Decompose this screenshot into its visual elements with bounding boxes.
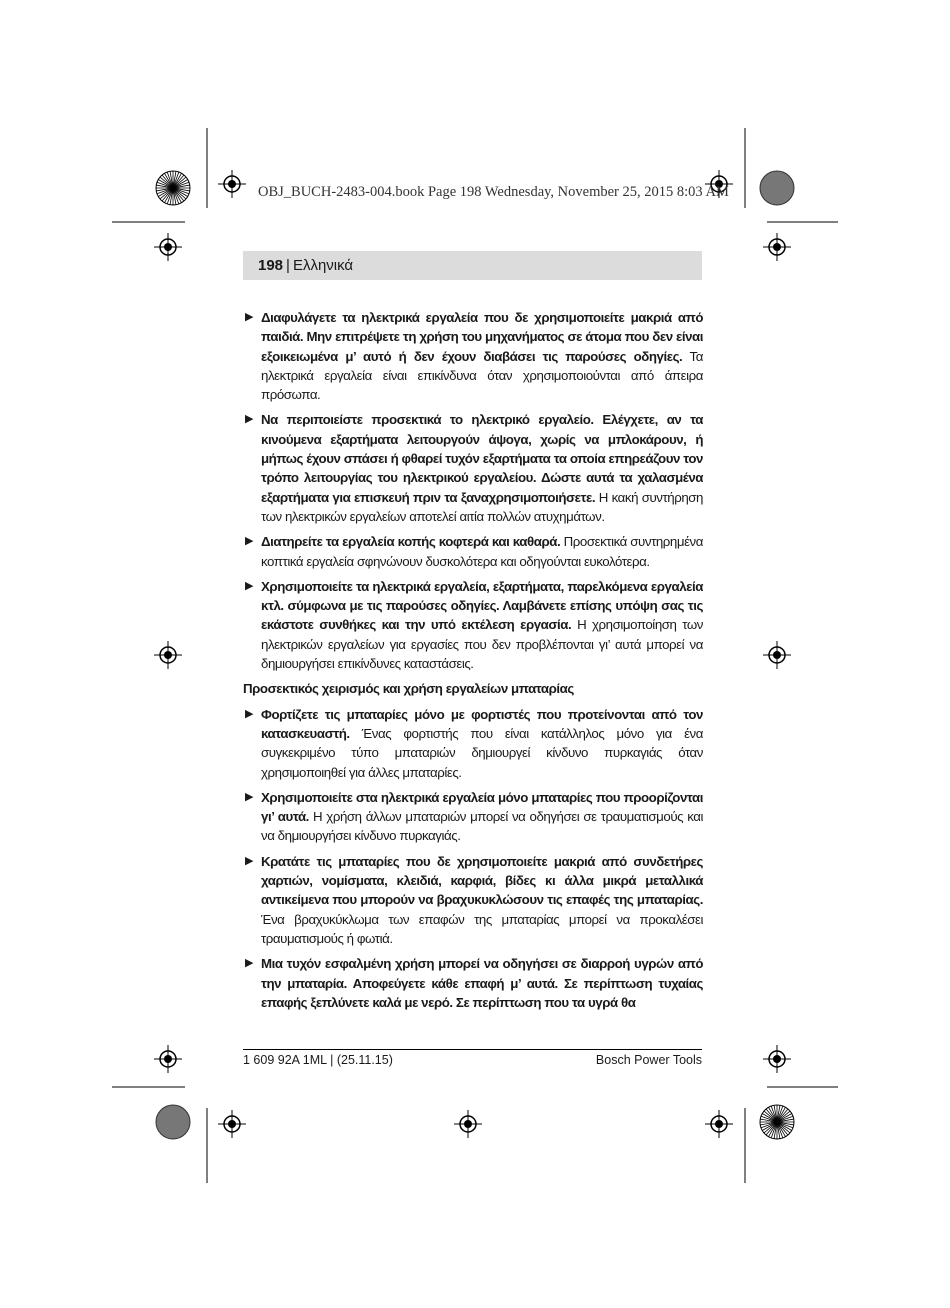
list-item-bold: Μια τυχόν εσφαλμένη χρήση μπορεί να οδηγήσει σε διαρροή υγρών από την μπαταρία. Αποφεύγετε κάθε επαφή μ’ αυτά. Σε περίπτωση τυχαίας επαφής ξεπλύνετε καλά με νερό. Σε περίπτωση που τα υγρά θα bbox=[261, 956, 703, 1010]
registration-crosshair-icon bbox=[763, 641, 791, 669]
star-target-icon bbox=[759, 1104, 795, 1140]
list-item bbox=[243, 410, 703, 526]
language-label: Ελληνικά bbox=[292, 257, 354, 274]
header-separator: | bbox=[286, 257, 290, 274]
list-item-text bbox=[261, 954, 703, 1012]
list-item-normal: Η χρησιμοποίηση των ηλεκτρικών εργαλείων για εργασίες που δεν προβλέπονται γι’ αυτά μπορεί να δημιουργήσει επικίνδυνες καταστάσεις. bbox=[261, 617, 703, 672]
registration-crosshair-icon bbox=[154, 1045, 182, 1073]
list-item-bold: Διαφυλάγετε τα ηλεκτρικά εργαλεία που δε χρησιμοποιείτε μακριά από παιδιά. Μην επιτρέψετε τη χρήση του μηχανήματος σε άτομα που δεν είναι εξοικειωμένα μ’ αυτό ή δεν έχουν διαβάσει τις παρούσες οδηγίες. bbox=[261, 310, 703, 364]
triangle-right-icon: ▶ bbox=[245, 311, 254, 323]
triangle-right-icon: ▶ bbox=[245, 854, 254, 867]
section-heading: Προσεκτικός χειρισμός και χρήση εργαλείων μπαταρίας bbox=[243, 681, 574, 697]
footer-doc-number: 1 609 92A 1ML | (25.11.15) bbox=[243, 1053, 393, 1067]
gray-circle-icon bbox=[759, 170, 795, 206]
page-header bbox=[243, 251, 702, 280]
footer-brand: Bosch Power Tools bbox=[595, 1053, 702, 1067]
triangle-right-icon: ▶ bbox=[245, 535, 254, 548]
list-item-bold: Να περιποιείστε προσεκτικά το ηλεκτρικό εργαλείο. Ελέγχετε, αν τα κινούμενα εξαρτήματα λειτουργούν άψογα, χωρίς να μπλοκάρουν, ή μήπως έχουν σπάσει ή φθαρεί τυχόν εξαρτήματα τα οποία επηρεάζουν τον τρόπο λειτουργίας του ηλεκτρικού εργαλείου. Δώστε αυτά τα χαλασμένα εξαρτήματα για επισκευή πριν τα ξαναχρησιμοποιήσετε. bbox=[261, 412, 703, 505]
list-item bbox=[243, 954, 703, 1012]
list-item-normal: Ένα βραχυκύκλωμα των επαφών της μπαταρίας μπορεί να προκαλέσει τραυματισμούς ή φωτιά. bbox=[261, 911, 703, 946]
list-item-text bbox=[261, 852, 703, 948]
registration-crosshair-icon bbox=[763, 233, 791, 261]
triangle-right-icon: ▶ bbox=[245, 413, 254, 426]
list-item bbox=[243, 852, 703, 948]
list-item-normal: Προσεκτικά συντηρημένα κοπτικά εργαλεία σφηνώνουν δυσκολότερα και οδηγούνται ευκολότερα. bbox=[261, 534, 703, 569]
list-item bbox=[243, 788, 703, 846]
list-item-text bbox=[261, 788, 703, 846]
safety-list-tools bbox=[243, 308, 703, 673]
registration-crosshair-icon bbox=[154, 641, 182, 669]
registration-crosshair-icon bbox=[218, 1110, 246, 1138]
registration-crosshair-icon bbox=[763, 1045, 791, 1073]
star-target-icon bbox=[155, 170, 191, 206]
triangle-right-icon: ▶ bbox=[245, 579, 254, 592]
registration-crosshair-icon bbox=[154, 233, 182, 261]
triangle-right-icon: ▶ bbox=[245, 707, 254, 720]
gray-circle-icon bbox=[155, 1104, 191, 1140]
list-item bbox=[243, 532, 703, 571]
list-item-text bbox=[261, 308, 703, 404]
main-content bbox=[243, 308, 703, 1018]
list-item-bold: Χρησιμοποιείτε στα ηλεκτρικά εργαλεία μόνο μπαταρίες που προορίζονται γι’ αυτά. bbox=[261, 789, 703, 825]
triangle-right-icon: ▶ bbox=[245, 790, 254, 803]
list-item bbox=[243, 705, 703, 782]
registration-crosshair-icon bbox=[705, 1110, 733, 1138]
registration-crosshair-icon bbox=[454, 1110, 482, 1138]
list-item bbox=[243, 577, 703, 673]
safety-list-batteries bbox=[243, 705, 703, 1012]
list-item-bold: Χρησιμοποιείτε τα ηλεκτρικά εργαλεία, εξαρτήματα, παρελκόμενα εργαλεία κτλ. σύμφωνα με τις παρούσες οδηγίες. Λαμβάνετε επίσης υπόψη σας τις εκάστοτε συνθήκες και την υπό εκτέλεση εργασία. bbox=[261, 578, 703, 633]
list-item bbox=[243, 308, 703, 404]
list-item-text bbox=[261, 532, 703, 571]
list-item-bold: Κρατάτε τις μπαταρίες που δε χρησιμοποιείτε μακριά από συνδετήρες χαρτιών, νομίσματα, κλειδιά, καρφιά, βίδες κι άλλα μικρά μεταλλικά αντικείμενα που μπορούν να βραχυκυκλώσουν τις επαφές της μπαταρίας. bbox=[261, 853, 703, 908]
list-item-text bbox=[261, 577, 703, 673]
list-item-normal: Τα ηλεκτρικά εργαλεία είναι επικίνδυνα όταν χρησιμοποιούνται από άπειρα πρόσωπα. bbox=[261, 348, 704, 403]
page-number: 198 bbox=[258, 257, 284, 274]
footer-rule bbox=[243, 1049, 702, 1050]
print-header: OBJ_BUCH-2483-004.book Page 198 Wednesday, November 25, 2015 8:03 AM bbox=[258, 184, 729, 200]
triangle-right-icon: ▶ bbox=[245, 957, 254, 970]
list-item-text bbox=[261, 705, 703, 782]
list-item-normal: Ένας φορτιστής που είναι κατάλληλος μόνο για ένα συγκεκριμένο τύπο μπαταριών δημιουργεί κίνδυνο πυρκαγιάς όταν χρησιμοποιηθεί για άλλες μπαταρίες. bbox=[261, 725, 703, 780]
list-item-bold: Διατηρείτε τα εργαλεία κοπής κοφτερά και καθαρά. bbox=[261, 534, 561, 550]
list-item-normal: Η κακή συντήρηση των ηλεκτρικών εργαλείων αποτελεί αιτία πολλών ατυχημάτων. bbox=[261, 489, 704, 524]
list-item-text bbox=[261, 410, 703, 526]
list-item-normal: Η χρήση άλλων μπαταριών μπορεί να οδηγήσει σε τραυματισμούς και να δημιουργήσει κίνδυνο πυρκαγιάς. bbox=[261, 809, 704, 844]
list-item-bold: Φορτίζετε τις μπαταρίες μόνο με φορτιστές που προτείνονται από τον κατασκευαστή. bbox=[261, 706, 703, 741]
registration-crosshair-icon bbox=[218, 170, 246, 198]
